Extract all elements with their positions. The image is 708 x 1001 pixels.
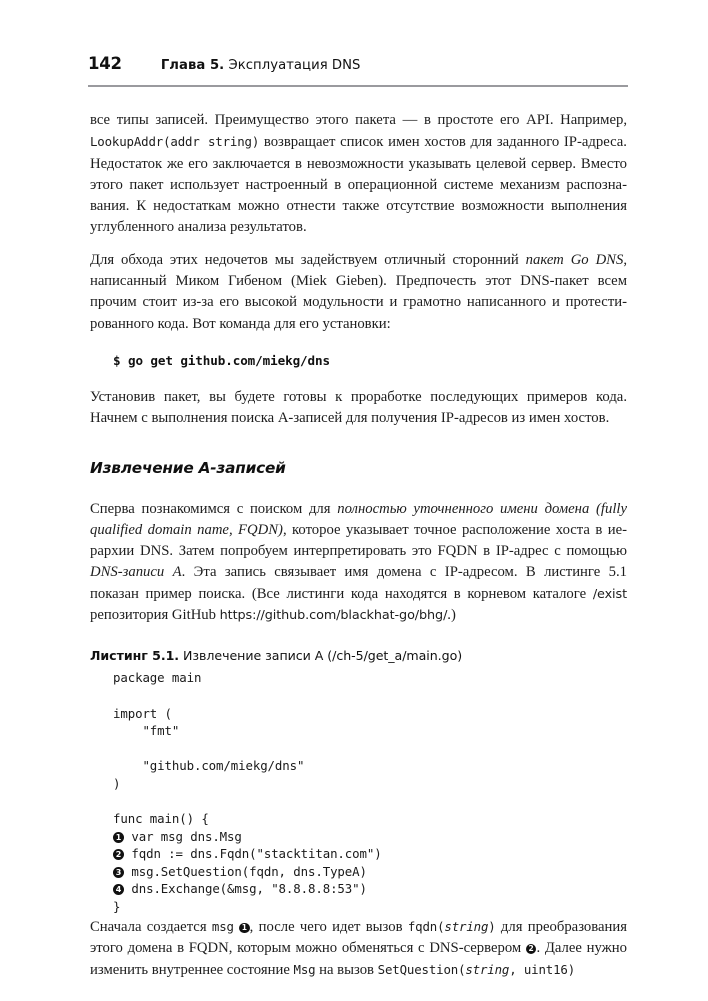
p4-text-d: репозитория GitHub — [90, 607, 220, 624]
header-rule — [88, 85, 628, 87]
code-line-12: msg.SetQuestion(fqdn, dns.TypeA) — [124, 863, 367, 879]
code-line-13: dns.Exchange(&msg, "8.8.8.8:53") — [124, 881, 367, 897]
section-heading: Извлечение A-записей — [90, 458, 286, 477]
p4-text-b: , которое указывает точное расположение хоста в иерархии DNS. Затем попробуем интерпретировать это FQDN в IP-адрес с помощью — [90, 521, 627, 560]
p4-text-a: Сперва познакомимся с поиском для — [90, 500, 338, 517]
p1-text-a: все типы записей. Преимущество этого пакета — в простоте его API. Например, — [90, 112, 627, 128]
p2-emphasis: пакет Go DNS — [525, 251, 624, 268]
p5-text-e: на вызов — [315, 962, 378, 979]
github-url[interactable]: https://github.com/blackhat-go/bhg/ — [219, 608, 448, 624]
code-line-14: } — [113, 899, 121, 915]
callout-marker-2: 2 — [113, 849, 124, 860]
p5-code-Msg: Msg — [293, 962, 316, 978]
p5-code-msg: msg — [211, 918, 234, 934]
p5-code-setquestion: SetQuestion( — [377, 962, 466, 978]
running-head — [88, 54, 628, 80]
code-line-1: package main — [113, 670, 202, 686]
p5-code-fqdn-arg: string — [444, 918, 489, 934]
callout-marker-1: 1 — [113, 832, 124, 843]
p1-inline-code: LookupAddr(addr string) — [90, 134, 260, 150]
callout-marker-3: 3 — [113, 867, 124, 878]
running-head-chapter: Глава 5. — [160, 58, 225, 73]
code-line-11: fqdn := dns.Fqdn("stacktitan.com") — [124, 846, 382, 862]
paragraph-5 — [90, 916, 627, 982]
p4-path: /exist — [592, 586, 627, 602]
p5-code-fqdn: fqdn( — [407, 918, 445, 934]
p5-text-c: для преобразования этого домена в FQDN, которым можно обменяться с DNS-сервером — [90, 918, 627, 956]
p4-emphasis-2: DNS-записи A — [90, 564, 182, 581]
p5-text-b: , после чего идет вызов — [249, 918, 408, 935]
text-column — [90, 110, 627, 982]
paragraph-3: Установив пакет, вы будете готовы к проработке последующих примеров кода. Начнем с выполнения поиска A-записей для получения IP-адресов из имен хостов. — [90, 388, 627, 427]
paragraph-4 — [90, 499, 627, 627]
callout-ref-2: 2 — [526, 944, 537, 955]
shell-command: $ go get github.com/miekg/dns — [113, 352, 330, 368]
code-line-4: "fmt" — [113, 723, 180, 739]
p5-text-d: . Далее нужно изменить внутреннее состояние — [90, 939, 627, 979]
listing-caption — [90, 648, 627, 663]
p5-code-fqdn-close: ) — [488, 918, 496, 934]
code-line-3: import ( — [113, 705, 172, 721]
page-number: 142 — [88, 54, 122, 73]
code-line-10: var msg dns.Msg — [124, 828, 242, 844]
code-block — [113, 669, 627, 915]
paragraph-2 — [90, 250, 627, 335]
p5-text-a: Сначала создается — [90, 918, 212, 935]
paragraph-1 — [90, 110, 627, 239]
callout-ref-1: 1 — [239, 923, 250, 934]
p2-text-b: , написанный Миком Гибеном (Miek Gieben). Предпочесть этот DNS-пакет всем прочим стоит из-за его высокой модульности и грамотно написанного и протестированного кода. Вот команда для его установки: — [90, 251, 627, 332]
running-head-title — [161, 58, 361, 73]
code-line-7: ) — [113, 775, 121, 791]
p4-text-e: .) — [447, 607, 456, 624]
p5-code-setquestion-rest: , uint16) — [509, 962, 576, 978]
callout-marker-4: 4 — [113, 884, 124, 895]
running-head-chapter-title: Эксплуатация DNS — [228, 58, 361, 73]
p4-text-c: . Эта запись связывает имя домена с IP-адресом. В листинге 5.1 показан пример поиска. (Все листинги кода находятся в корневом каталоге — [90, 564, 627, 602]
listing-title: Извлечение записи A (/ch-5/get_a/main.go) — [179, 648, 463, 664]
p2-text-a: Для обхода этих недочетов мы задействуем отличный сторонний — [90, 251, 526, 268]
p1-text-b: возвращает список имен хостов для заданного IP-адреса. Недостаток же его заключается в невозможности указывать целевой сервер. Вместо этого пакет использует настроенный в операционной системе механизм распознавания. К недостаткам можно отнести также отсутствие возможности выполнения углубленного анализа результатов. — [90, 134, 627, 236]
listing-label: Листинг 5.1. — [90, 648, 180, 664]
p4-emphasis-1: полностью уточненного имени домена (fully qualified domain name, FQDN) — [90, 500, 628, 538]
p5-code-setquestion-arg: string — [465, 962, 510, 978]
code-line-6: "github.com/miekg/dns" — [113, 758, 305, 774]
code-line-9: func main() { — [113, 811, 209, 827]
